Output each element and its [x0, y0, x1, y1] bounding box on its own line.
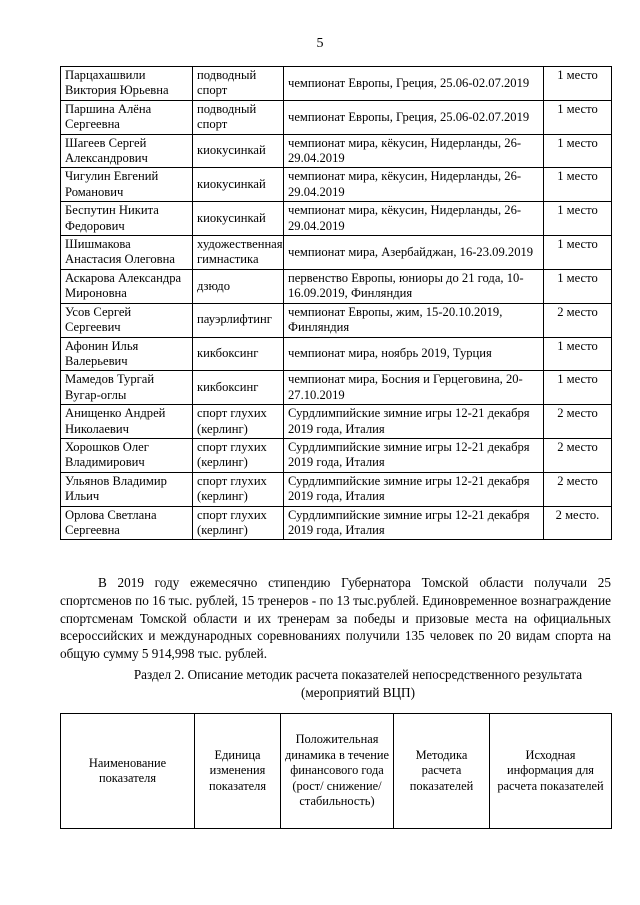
event-cell: Сурдлимпийские зимние игры 12-21 декабря 2019 года, Италия	[284, 438, 544, 472]
sport-cell: пауэрлифтинг	[193, 303, 284, 337]
table-row	[61, 371, 612, 405]
sport-cell: спорт глухих (керлинг)	[193, 506, 284, 540]
athlete-name-cell: Афонин Илья Валерьевич	[61, 337, 193, 371]
sport-cell: кикбоксинг	[193, 371, 284, 405]
athlete-name-cell: Беспутин Никита Федорович	[61, 202, 193, 236]
event-cell: Сурдлимпийские зимние игры 12-21 декабря 2019 года, Италия	[284, 405, 544, 439]
athlete-name-cell: Мамедов Тургай Вугар-оглы	[61, 371, 193, 405]
athlete-name-cell: Усов Сергей Сергеевич	[61, 303, 193, 337]
place-cell: 2 место	[544, 472, 612, 506]
table-row	[61, 168, 612, 202]
event-cell: чемпионат Европы, Греция, 25.06-02.07.2019	[284, 100, 544, 134]
event-cell: чемпионат мира, Босния и Герцеговина, 20-27.10.2019	[284, 371, 544, 405]
sport-cell: кикбоксинг	[193, 337, 284, 371]
table-row	[61, 269, 612, 303]
event-cell: чемпионат Европы, Греция, 25.06-02.07.2019	[284, 67, 544, 101]
place-cell: 1 место	[544, 337, 612, 371]
place-cell: 1 место	[544, 236, 612, 270]
sport-cell: спорт глухих (керлинг)	[193, 472, 284, 506]
table-row	[61, 202, 612, 236]
section-title-line2: (мероприятий ВЦП)	[301, 684, 415, 700]
sport-cell: дзюдо	[193, 269, 284, 303]
header-indicator-name: Наименование показателя	[61, 714, 195, 829]
scholarship-paragraph: В 2019 году ежемесячно стипендию Губернатора Томской области получали 25 спортсменов по 16 тыс. рублей, 15 тренеров - по 13 тыс.рублей. Единовременное вознаграждение спортсменам Томской области и их тренерам за победы и призовые места на официальных всероссийских и международных соревнованиях получили 135 человек по 20 видам спорта на общую сумму 5 914,998 тыс. рублей.	[60, 575, 611, 662]
athlete-name-cell: Анищенко Андрей Николаевич	[61, 405, 193, 439]
sport-cell: подводный спорт	[193, 100, 284, 134]
table-row	[61, 472, 612, 506]
place-cell: 1 место	[544, 202, 612, 236]
sport-cell: киокусинкай	[193, 134, 284, 168]
header-methodology: Методика расчета показателей	[394, 714, 490, 829]
athlete-name-cell: Орлова Светлана Сергеевна	[61, 506, 193, 540]
event-cell: Сурдлимпийские зимние игры 12-21 декабря 2019 года, Италия	[284, 472, 544, 506]
sport-cell: художественная гимнастика	[193, 236, 284, 270]
section-title	[92, 666, 624, 701]
athlete-name-cell: Шишмакова Анастасия Олеговна	[61, 236, 193, 270]
sport-cell: киокусинкай	[193, 202, 284, 236]
place-cell: 2 место	[544, 405, 612, 439]
place-cell: 1 место	[544, 269, 612, 303]
sport-cell: киокусинкай	[193, 168, 284, 202]
event-cell: чемпионат мира, кёкусин, Нидерланды, 26-29.04.2019	[284, 202, 544, 236]
athlete-name-cell: Шагеев Сергей Александрович	[61, 134, 193, 168]
place-cell: 1 место	[544, 134, 612, 168]
athlete-name-cell: Парцахашвили Виктория Юрьевна	[61, 67, 193, 101]
header-source-info: Исходная информация для расчета показателей	[490, 714, 612, 829]
athlete-name-cell: Паршина Алёна Сергеевна	[61, 100, 193, 134]
table-row	[61, 100, 612, 134]
event-cell: чемпионат мира, Азербайджан, 16-23.09.2019	[284, 236, 544, 270]
methods-table	[60, 713, 612, 829]
sport-cell: подводный спорт	[193, 67, 284, 101]
section-title-line1: Раздел 2. Описание методик расчета показателей непосредственного результата	[133, 667, 583, 682]
place-cell: 1 место	[544, 168, 612, 202]
table-row	[61, 67, 612, 101]
athlete-name-cell: Ульянов Владимир Ильич	[61, 472, 193, 506]
event-cell: чемпионат Европы, жим, 15-20.10.2019, Финляндия	[284, 303, 544, 337]
athlete-name-cell: Чигулин Евгений Романович	[61, 168, 193, 202]
table-row	[61, 438, 612, 472]
place-cell: 2 место	[544, 438, 612, 472]
table-row	[61, 236, 612, 270]
sport-cell: спорт глухих (керлинг)	[193, 405, 284, 439]
athlete-name-cell: Аскарова Александра Мироновна	[61, 269, 193, 303]
event-cell: Сурдлимпийские зимние игры 12-21 декабря 2019 года, Италия	[284, 506, 544, 540]
place-cell: 1 место	[544, 371, 612, 405]
header-dynamics: Положительная динамика в течение финансового года (рост/ снижение/ стабильность)	[281, 714, 394, 829]
table-row	[61, 337, 612, 371]
page-number: 5	[316, 36, 324, 51]
event-cell: чемпионат мира, кёкусин, Нидерланды, 26-29.04.2019	[284, 168, 544, 202]
event-cell: первенство Европы, юниоры до 21 года, 10-16.09.2019, Финляндия	[284, 269, 544, 303]
sport-cell: спорт глухих (керлинг)	[193, 438, 284, 472]
athlete-name-cell: Хорошков Олег Владимирович	[61, 438, 193, 472]
table-row	[61, 303, 612, 337]
place-cell: 2 место.	[544, 506, 612, 540]
methods-header-row	[61, 714, 612, 829]
event-cell: чемпионат мира, ноябрь 2019, Турция	[284, 337, 544, 371]
event-cell: чемпионат мира, кёкусин, Нидерланды, 26-29.04.2019	[284, 134, 544, 168]
place-cell: 2 место	[544, 303, 612, 337]
table-row	[61, 506, 612, 540]
table-row	[61, 405, 612, 439]
table-row	[61, 134, 612, 168]
place-cell: 1 место	[544, 100, 612, 134]
place-cell: 1 место	[544, 67, 612, 101]
header-unit: Единица изменения показателя	[195, 714, 281, 829]
athletes-table	[60, 66, 612, 540]
